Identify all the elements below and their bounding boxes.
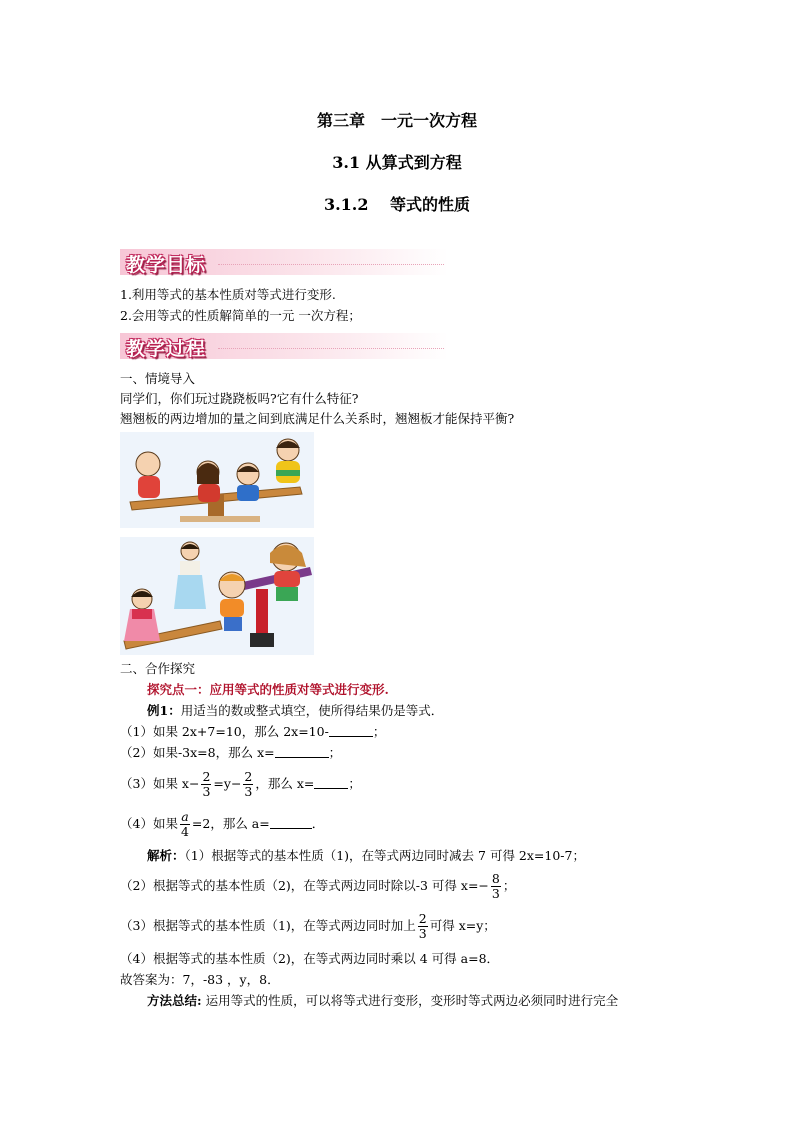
analysis-label: 解析： — [147, 848, 185, 863]
answer-line: 故答案为：7，-83 ，y，8． — [120, 972, 280, 987]
blank-1[interactable] — [329, 724, 373, 737]
fraction-two-thirds: $\frac{2}{3}$ — [202, 769, 211, 799]
fraction-eight-thirds: $\frac{8}{3}$ — [491, 871, 500, 901]
question-4-text-a: （4）如果 — [120, 816, 178, 831]
question-1 — [120, 724, 385, 740]
seesaw-illustration-2 — [120, 537, 314, 655]
question-2-end: ； — [328, 745, 342, 760]
goals-banner — [120, 249, 448, 275]
blank-3[interactable] — [314, 776, 348, 789]
question-3-text-a: （3）如果 x− — [120, 776, 200, 791]
chapter-title: 第三章 一元一次方程 — [316, 111, 477, 130]
example-label: 例1： — [147, 703, 181, 718]
analysis-1-text: （1）根据等式的基本性质（1)，在等式两边同时减去 7 可得 2x=10-7； — [184, 848, 585, 863]
intro-line-1: 同学们，你们玩过跷跷板吗?它有什么特征? — [120, 391, 359, 406]
intro-line-2: 翘翘板的两边增加的量之间到底满足什么关系时，翘翘板才能保持平衡? — [120, 411, 515, 426]
section-title: 3.1 从算式到方程 — [332, 153, 462, 172]
fraction-two-thirds-3: $\frac{2}{3}$ — [418, 911, 427, 941]
fraction-a-four: $\frac{a}{4}$ — [180, 809, 189, 839]
analysis-4: （4）根据等式的基本性质（2)，在等式两边同时乘以 4 可得 a=8． — [120, 951, 500, 966]
question-2 — [120, 745, 341, 761]
method-summary — [147, 993, 618, 1009]
example-text: 用适当的数或整式填空，使所得结果仍是等式． — [180, 703, 444, 718]
analysis-3-text-a: （3）根据等式的基本性质（1)，在等式两边同时加上 — [120, 918, 416, 933]
analysis-2-end: ； — [502, 878, 516, 893]
blank-2[interactable] — [275, 745, 329, 758]
method-label: 方法总结: — [147, 993, 202, 1008]
analysis-3-text-b: 可得 x=y； — [429, 918, 496, 933]
process-banner-label: 教学过程 — [126, 338, 207, 360]
question-4 — [120, 808, 324, 840]
analysis-2-text: （2）根据等式的基本性质（2)，在等式两边同时除以-3 可得 x=− — [120, 878, 489, 893]
goals-banner-label: 教学目标 — [126, 254, 207, 276]
part2-heading: 二、合作探究 — [120, 661, 196, 676]
question-3-text-b: =y− — [213, 776, 242, 791]
fraction-two-thirds-2: $\frac{2}{3}$ — [244, 769, 253, 799]
subsection-title: 3.1.2 等式的性质 — [323, 195, 471, 214]
question-3-end: ； — [348, 776, 361, 791]
explore-point-1: 探究点一：应用等式的性质对等式进行变形. — [147, 682, 389, 697]
question-4-text-b: =2，那么 a= — [191, 816, 270, 831]
method-text: 运用等式的性质，可以将等式进行变形，变形时等式两边必须同时进行完全 — [201, 993, 619, 1008]
analysis-3 — [120, 910, 496, 942]
question-2-text: （2）如果-3x=8，那么 x= — [120, 745, 275, 760]
question-4-end: ． — [311, 816, 325, 831]
blank-4[interactable] — [270, 816, 312, 829]
question-3 — [120, 768, 361, 800]
question-1-end: ； — [372, 724, 386, 739]
goal-item-2: 2.会用等式的性质解简单的一元 一次方程； — [120, 308, 361, 323]
question-1-text: （1）如果 2x+7=10，那么 2x=10- — [120, 724, 329, 739]
analysis-2 — [120, 870, 515, 902]
part1-heading: 一、情境导入 — [120, 371, 196, 386]
question-3-text-c: ，那么 x= — [255, 776, 315, 791]
goal-item-1: 1.利用等式的基本性质对等式进行变形. — [120, 287, 336, 302]
process-banner — [120, 333, 448, 359]
analysis-1 — [147, 848, 585, 864]
seesaw-illustration-1 — [120, 432, 314, 528]
example-1 — [147, 703, 443, 719]
